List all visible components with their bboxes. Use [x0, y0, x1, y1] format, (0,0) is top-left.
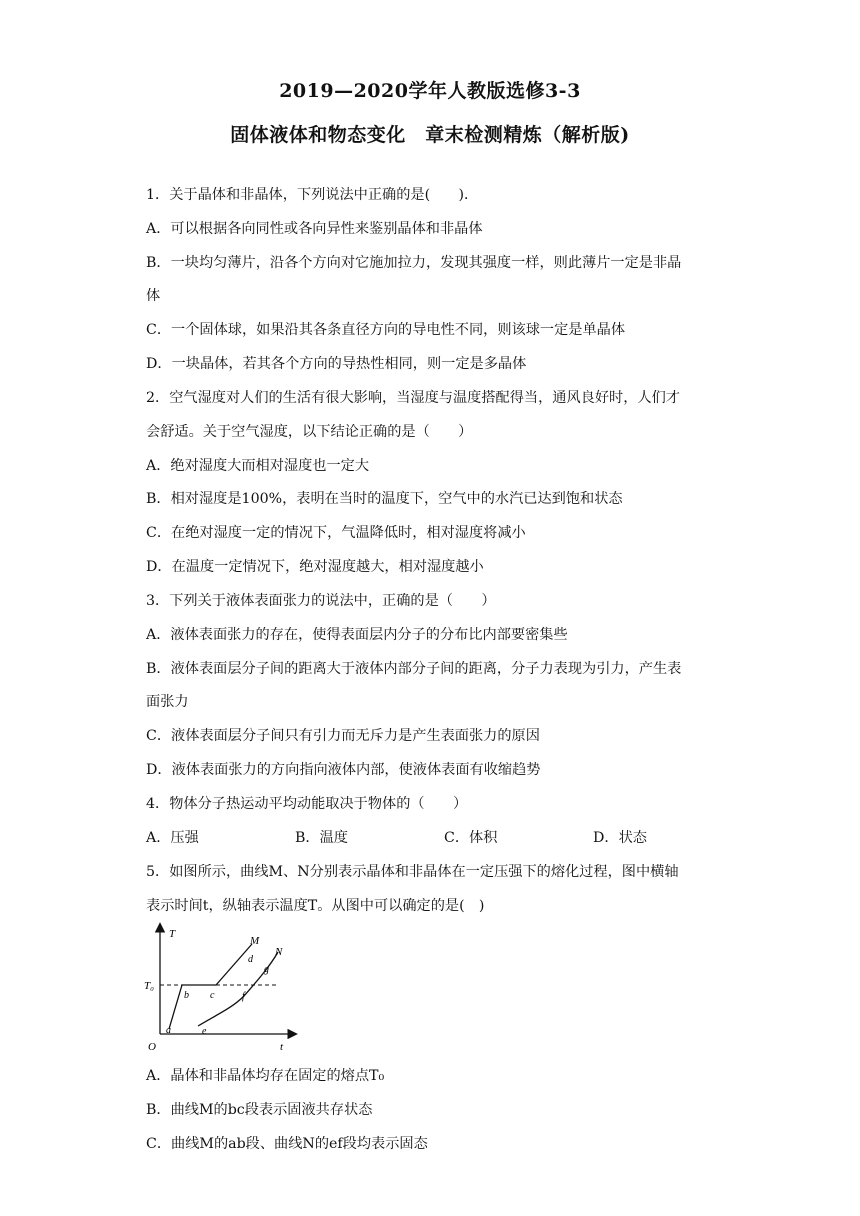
- curve-m-label: M: [250, 935, 260, 947]
- point-a-label: a: [166, 1025, 171, 1036]
- q4-option-b: B．温度: [295, 830, 348, 846]
- curve-m: [169, 944, 252, 1029]
- q5-option-c: C．曲线M的ab段、曲线N的ef段均表示固态: [146, 1136, 428, 1152]
- point-b-label: b: [184, 990, 189, 1001]
- q1-option-a: A．可以根据各向同性或各向异性来鉴别晶体和非晶体: [146, 221, 483, 237]
- q5-option-b: B．曲线M的bc段表示固液共存状态: [146, 1102, 373, 1118]
- q2-option-d: D．在温度一定情况下，绝对湿度越大，相对湿度越小: [146, 559, 484, 575]
- point-c-label: c: [210, 990, 215, 1001]
- title-line-2: 固体液体和物态变化 章末检测精炼（解析版): [230, 124, 630, 146]
- q1-option-b-cont: 体: [146, 288, 161, 304]
- point-g-label: g: [264, 964, 269, 975]
- q5-stem: 5．如图所示，曲线M、N分别表示晶体和非晶体在一定压强下的熔化过程，图中横轴: [146, 864, 679, 880]
- curve-n-label: N: [275, 946, 283, 958]
- origin-label: O: [148, 1041, 156, 1053]
- q2-stem-cont: 会舒适。关于空气湿度，以下结论正确的是（ ）: [146, 424, 473, 440]
- q3-option-d: D．液体表面张力的方向指向液体内部，使液体表面有收缩趋势: [146, 762, 541, 778]
- q2-stem: 2．空气湿度对人们的生活有很大影响，当湿度与温度搭配得当，通风良好时，人们才: [146, 390, 680, 406]
- q3-option-b-cont: 面张力: [146, 694, 189, 710]
- q4-option-d: D．状态: [593, 830, 647, 846]
- t0-label: T₀: [144, 980, 154, 992]
- q5-option-a: A．晶体和非晶体均存在固定的熔点T₀: [146, 1068, 385, 1084]
- q3-stem: 3．下列关于液体表面张力的说法中，正确的是（ ）: [146, 593, 496, 609]
- point-d-label: d: [248, 954, 253, 965]
- q1-stem: 1．关于晶体和非晶体，下列说法中正确的是( )．: [146, 187, 479, 203]
- q3-option-a: A．液体表面张力的存在，使得表面层内分子的分布比内部要密集些: [146, 627, 568, 643]
- q4-stem: 4．物体分子热运动平均动能取决于物体的（ ）: [146, 796, 468, 812]
- point-e-label: e: [202, 1026, 207, 1037]
- axis-x-label: t: [280, 1041, 284, 1053]
- melting-curve-figure: [140, 922, 300, 1064]
- q3-option-c: C．液体表面层分子间只有引力而无斥力是产生表面张力的原因: [146, 728, 540, 744]
- q3-option-b: B．液体表面层分子间的距离大于液体内部分子间的距离，分子力表现为引力，产生表: [146, 661, 682, 677]
- title-line-1: 2019—2020学年人教版选修3-3: [279, 80, 581, 102]
- axis-y-label: T: [169, 928, 176, 940]
- q4-option-a: A．压强: [146, 830, 199, 846]
- point-f-label: f: [242, 991, 245, 1002]
- q2-option-b: B．相对湿度是100%，表明在当时的温度下，空气中的水汽已达到饱和状态: [146, 491, 623, 507]
- melting-curve-diagram: [140, 922, 300, 1064]
- q2-option-c: C．在绝对湿度一定的情况下，气温降低时，相对湿度将减小: [146, 525, 526, 541]
- q1-option-c: C．一个固体球，如果沿其各条直径方向的导电性不同，则该球一定是单晶体: [146, 322, 626, 338]
- q2-option-a: A．绝对湿度大而相对湿度也一定大: [146, 458, 370, 474]
- q4-options: [146, 828, 647, 848]
- q5-stem-cont: 表示时间t，纵轴表示温度T。从图中可以确定的是( ): [146, 898, 485, 914]
- q4-option-c: C．体积: [444, 830, 498, 846]
- q1-option-b: B．一块均匀薄片，沿各个方向对它施加拉力，发现其强度一样，则此薄片一定是非晶: [146, 255, 682, 271]
- q1-option-d: D．一块晶体，若其各个方向的导热性相同，则一定是多晶体: [146, 356, 527, 372]
